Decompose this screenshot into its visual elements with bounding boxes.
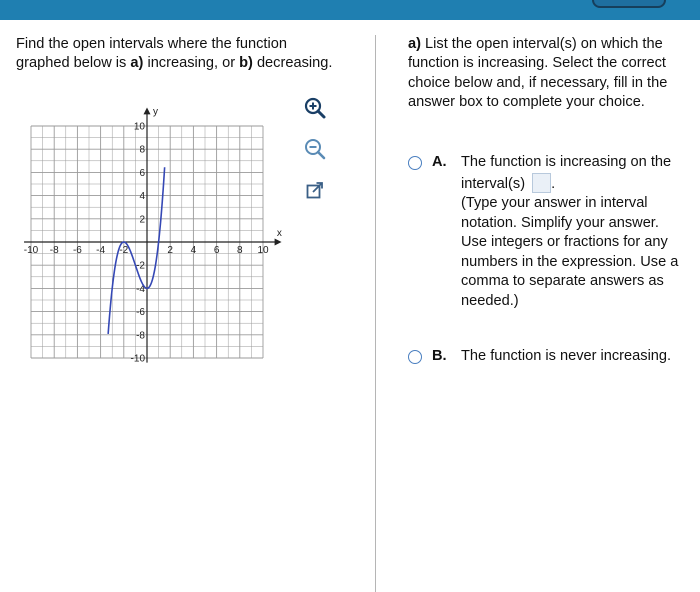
interval-answer-input[interactable] — [532, 173, 551, 193]
function-graph — [22, 92, 292, 365]
part-a-text: List the open interval(s) on which the function is increasing. Select the correct choice below and, if necessary, fill in the answer box to complete your choice. — [408, 36, 668, 110]
choice-b-text: The function is never increasing. — [461, 348, 672, 364]
y-tick-label: -6 — [136, 307, 145, 319]
y-tick-label: 2 — [139, 214, 145, 226]
x-tick-label: -8 — [49, 245, 59, 256]
choice-b-radio[interactable] — [408, 350, 422, 364]
y-tick-label: -2 — [136, 260, 145, 272]
choice-a-text-before: The function is increasing on the interval(s) — [461, 154, 672, 192]
y-tick-label: 8 — [139, 144, 145, 156]
zoom-out-icon — [304, 138, 326, 160]
x-axis-label: x — [276, 228, 282, 239]
x-tick-label: -10 — [23, 245, 39, 256]
question-part-2: increasing, or — [143, 55, 240, 71]
x-tick-label: 2 — [167, 245, 173, 256]
part-a-label: a) — [408, 36, 421, 52]
x-tick-label: -4 — [96, 245, 106, 256]
choice-a-letter: A. — [432, 154, 447, 170]
x-tick-label: -2 — [119, 245, 129, 256]
zoom-in-button[interactable] — [303, 96, 327, 120]
x-tick-label: -6 — [72, 245, 82, 256]
choice-b-letter: B. — [432, 348, 447, 364]
choice-a-text-after: . — [551, 175, 556, 192]
external-link-icon — [305, 180, 325, 200]
choice-a-text — [461, 153, 681, 311]
question-text — [16, 35, 336, 73]
y-tick-label: 10 — [133, 121, 145, 133]
y-tick-label: 6 — [139, 167, 145, 179]
top-bar — [0, 0, 700, 20]
question-part-3: decreasing. — [252, 55, 333, 71]
y-tick-label: -4 — [136, 283, 145, 295]
choice-a-radio[interactable] — [408, 156, 422, 170]
y-tick-label: -10 — [130, 353, 145, 365]
x-axis-arrow — [275, 239, 282, 246]
zoom-in-icon — [304, 97, 326, 119]
y-tick-label: -8 — [136, 330, 145, 342]
y-axis-label: y — [153, 106, 158, 118]
question-part-1: Find the open intervals where the function graphed below is — [16, 36, 287, 71]
x-tick-label: 6 — [213, 245, 220, 256]
question-b-label: b) — [239, 55, 253, 71]
x-tick-label: 10 — [257, 245, 269, 256]
x-tick-label: 4 — [190, 245, 197, 256]
x-tick-label: 8 — [237, 245, 243, 256]
y-axis-arrow — [144, 107, 151, 114]
graph-tools — [303, 96, 329, 219]
open-external-button[interactable] — [303, 178, 327, 202]
question-a-label: a) — [130, 55, 144, 71]
part-a-prompt — [408, 35, 688, 112]
top-bar-button[interactable] — [592, 0, 666, 8]
y-tick-label: 4 — [139, 191, 145, 203]
panel-divider — [375, 35, 376, 592]
choice-a-instructions: (Type your answer in interval notation. Simplify your answer. Use integers or fractions for any numbers in the expression. Use a comma to separate answers as needed.) — [461, 195, 679, 309]
zoom-out-button[interactable] — [303, 137, 327, 161]
